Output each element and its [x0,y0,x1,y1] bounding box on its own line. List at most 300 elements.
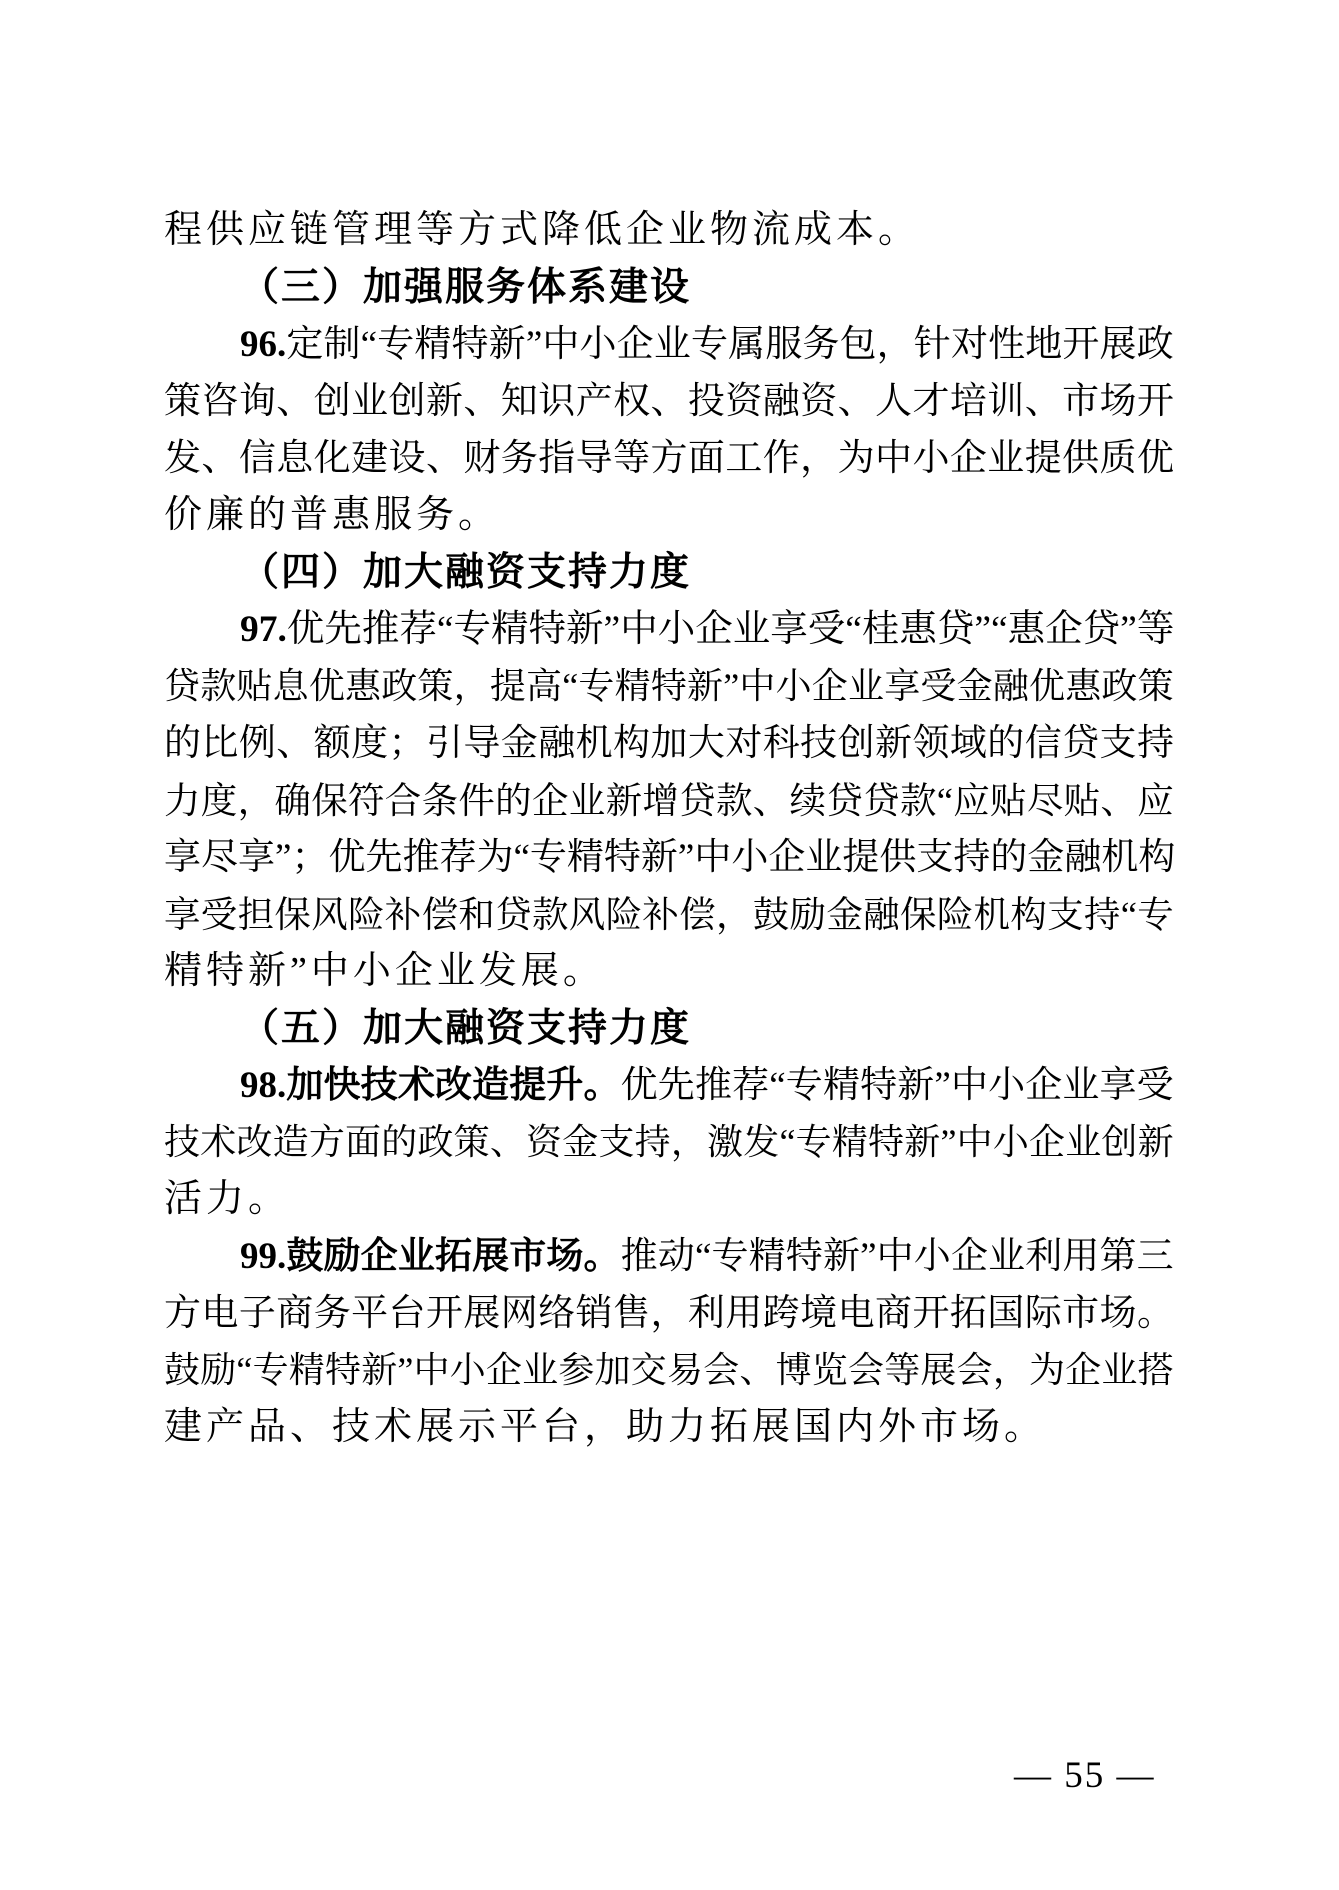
char: 精 [414,324,452,365]
char: 。 [1136,1293,1174,1334]
char: 、 [276,381,314,422]
char: 偿 [679,894,716,935]
char: 创 [837,723,875,764]
char: 贷 [1082,609,1121,650]
char: 企 [768,837,806,878]
char: “ [779,1122,796,1162]
char: 98. [240,1065,287,1106]
char: 担 [237,894,275,935]
char: 险 [605,894,643,935]
char: 中 [542,324,580,365]
char: 利 [1025,1236,1063,1277]
char: 保 [274,894,311,935]
char: 专 [795,1122,832,1162]
char: 识 [538,381,576,422]
char: 业 [351,381,389,422]
char: 持 [1083,894,1121,935]
char: 、 [752,780,790,821]
char: 、 [739,1350,776,1390]
char: 造 [472,1065,510,1106]
char: 企 [695,609,733,650]
char: “ [694,1236,712,1277]
char: 术 [397,1065,435,1106]
char: ， [650,1293,688,1334]
char: ， [237,780,275,821]
char: 支 [1099,723,1137,764]
text-segment: （三）加强服务体系建设 [240,266,692,309]
char: 受 [920,666,957,706]
char: 贷 [495,894,532,935]
heading-section-4 [164,544,1174,601]
char: 企 [1029,1122,1066,1162]
char: 加 [594,1350,631,1390]
char: 提 [489,666,526,706]
char: 业 [805,837,843,878]
char: 补 [642,894,679,935]
char: 续 [789,780,827,821]
char: 惠 [1007,609,1046,650]
char: 务 [802,324,840,365]
char: 政 [1101,666,1138,706]
char: 性 [988,324,1026,365]
char: 享 [164,837,201,878]
char: 导 [575,438,613,479]
char: 专 [377,324,415,365]
char: 产 [575,381,613,422]
item-96-line-4 [164,487,1174,544]
char: 专 [1137,894,1174,935]
char: 展 [463,1293,501,1334]
char: 方 [308,1122,345,1162]
char: 鼓 [752,894,790,935]
char: 业 [653,324,691,365]
item-97-line-1 [164,601,1174,658]
char: “ [1120,894,1137,935]
item-99-line-3 [164,1342,1174,1399]
char: 新 [425,381,463,422]
char: 等 [1136,609,1175,650]
char: 精 [831,1122,868,1162]
document-body [164,202,1174,1456]
char: 新 [897,1065,935,1106]
char: 化 [313,438,351,479]
char: 资 [725,381,763,422]
char: ， [992,1350,1029,1390]
char: 权 [613,381,651,422]
char: 企 [811,666,848,706]
char: 专 [578,666,615,706]
char: 企 [485,1350,522,1390]
item-99-line-4 [164,1399,1174,1456]
char: 专 [252,1350,289,1390]
char: “ [236,1350,253,1390]
char: 贴 [236,666,273,706]
char: 用 [725,1293,763,1334]
char: 件 [458,780,495,821]
char: 推 [361,609,400,650]
char: “ [562,666,579,706]
char: 场 [1099,1293,1137,1334]
heading-section-5 [164,1000,1174,1057]
char: 领 [912,723,950,764]
char: 励 [789,894,827,935]
char: 改 [236,1122,273,1162]
char: 新 [640,837,678,878]
char: 针 [913,324,951,365]
char: 技 [800,723,838,764]
char: 推 [620,1236,658,1277]
char: 技 [164,1122,201,1162]
char: 企 [360,1236,398,1277]
item-99-line-1 [164,1228,1174,1285]
char: 专 [785,1065,823,1106]
char: 定 [286,324,324,365]
char: 精 [822,1065,860,1106]
char: 额 [313,723,351,764]
char: 搭 [1137,1350,1174,1390]
char: 励 [200,1350,237,1390]
char: 作 [762,438,800,479]
item-97-line-5 [164,829,1174,886]
char: 提 [1024,438,1062,479]
char: 市 [509,1236,547,1277]
char: 训 [987,381,1025,422]
char: 提 [509,1065,547,1106]
char: 优 [328,837,366,878]
char: 先 [365,837,403,878]
char: “ [845,609,862,650]
char: 等 [613,438,651,479]
char: 特 [451,324,489,365]
char: 策 [417,666,454,706]
char: 质 [1099,438,1137,479]
char: 策 [164,381,201,422]
char: 小 [731,837,769,878]
char: 险 [936,894,974,935]
char: 子 [238,1293,276,1334]
char: 地 [1025,324,1063,365]
char: 精 [288,1350,325,1390]
char: 例 [238,723,276,764]
char: 构 [1138,837,1176,878]
char: 场 [546,1236,584,1277]
char: 小 [992,1122,1029,1162]
char: 人 [875,381,913,422]
char: 优 [1029,666,1066,706]
char: 中 [739,666,776,706]
char: 方 [164,1293,201,1334]
char: 工 [725,438,763,479]
char: ” [940,1122,957,1162]
char: 持 [1136,723,1174,764]
char: 风 [311,894,348,935]
char: 供 [1062,438,1100,479]
char: 享 [770,609,808,650]
char: 专 [711,1236,749,1277]
char: 新 [488,324,526,365]
char: 信 [1024,723,1062,764]
char: 对 [950,324,988,365]
char: ， [670,1122,707,1162]
char: 大 [687,723,725,764]
char: 支 [916,837,954,878]
char: 、 [650,381,688,422]
char: 惠 [899,609,937,650]
char: 。 [583,1065,621,1106]
char: 财 [463,438,501,479]
item-97-line-2 [164,658,1174,715]
char: 中 [950,1065,988,1106]
char: 金 [500,723,538,764]
char: 先 [657,1065,695,1106]
char: 享 [164,894,201,935]
char: 险 [347,894,385,935]
char: 新 [361,1350,398,1390]
char: 开 [1062,324,1100,365]
char: 政 [417,1122,454,1162]
char: 造 [272,1122,309,1162]
char: 融 [1064,837,1102,878]
char: 贷 [826,780,863,821]
char: 惠 [1065,666,1102,706]
char: 度 [200,780,238,821]
char: 商 [875,1293,913,1334]
char: 、 [837,381,875,422]
char: 确 [274,780,311,821]
char: 保 [899,894,937,935]
char: 支 [598,1122,635,1162]
char: ； [388,723,426,764]
item-97-line-6 [164,886,1174,943]
char: 面 [345,1122,382,1162]
char: 小 [579,324,617,365]
char: 跨 [762,1293,800,1334]
char: 会 [848,1350,885,1390]
char: 持 [634,1122,671,1162]
item-98-line-2 [164,1114,1174,1171]
text-segment: 程供应链管理等方式降低企业物流成本。 [164,209,921,251]
char: 贷 [1062,723,1100,764]
char: 政 [1136,324,1174,365]
char: 策 [1137,666,1174,706]
char: 机 [1101,837,1139,878]
char: ； [291,837,329,878]
char: 际 [1024,1293,1062,1334]
char: 的 [381,1122,418,1162]
char: 小 [657,609,696,650]
char: ” [1120,609,1137,650]
char: “ [991,609,1008,650]
char: 贷 [679,780,716,821]
char: 业 [397,1236,435,1277]
char: 中 [876,1236,914,1277]
char: 对 [725,723,763,764]
char: 平 [351,1293,389,1334]
char: 特 [860,1065,898,1106]
char: 易 [666,1350,703,1390]
char: 会 [956,1350,993,1390]
char: 新 [687,666,724,706]
char: 展 [920,1350,957,1390]
char: ， [453,666,490,706]
item-97-line-7 [164,943,1174,1000]
char: 桂 [861,609,900,650]
char: 比 [201,723,239,764]
item-96-line-3 [164,430,1174,487]
char: 款 [715,780,753,821]
char: 业 [732,609,771,650]
char: 发 [743,1122,780,1162]
char: 精 [491,609,529,650]
char: 持 [953,837,991,878]
char: 条 [421,780,459,821]
char: 励 [323,1236,361,1277]
char: 99. [240,1236,287,1277]
char: 款 [200,666,237,706]
char: 方 [650,438,688,479]
text-segment: 建产品、技术展示平台，助力拓展国内外市场。 [164,1406,1047,1448]
char: 企 [950,1236,988,1277]
char: 应 [1137,780,1174,821]
char: 息 [272,666,309,706]
char: 术 [200,1122,237,1162]
char: 的 [164,723,201,764]
char: 提 [842,837,880,878]
char: 中 [956,1122,993,1162]
char: 培 [949,381,987,422]
char: 导 [463,723,501,764]
char: 业 [522,1350,559,1390]
char: 推 [402,837,440,878]
char: 利 [687,1293,725,1334]
char: 设 [388,438,426,479]
char: 优 [1136,438,1174,479]
char: “ [936,780,953,821]
char: 的 [987,723,1025,764]
char: 享 [238,837,275,878]
char: 创 [313,381,351,422]
char: 知 [500,381,538,422]
char: 为 [837,438,875,479]
char: 、 [201,438,239,479]
char: 创 [1101,1122,1138,1162]
char: 贷 [164,666,201,706]
char: 博 [775,1350,812,1390]
char: 发 [164,438,201,479]
char: 享 [884,666,921,706]
char: ” [525,324,543,365]
char: 技 [360,1065,398,1106]
char: 业 [1062,1065,1100,1106]
char: 电 [837,1293,875,1334]
item-97-line-3 [164,715,1174,772]
char: 开 [1136,381,1174,422]
char: 应 [953,780,990,821]
char: 先 [324,609,362,650]
char: 为 [476,837,514,878]
char: 小 [912,438,950,479]
char: 新 [875,723,913,764]
char: 构 [1010,894,1047,935]
char: 机 [575,723,613,764]
char: 企 [949,438,987,479]
char: 快 [323,1065,361,1106]
char: 尽 [201,837,238,878]
char: 信 [238,438,276,479]
char: 等 [884,1350,921,1390]
char: 优 [308,666,345,706]
char: 款 [899,780,937,821]
char: 小 [449,1350,486,1390]
char: 款 [531,894,569,935]
char: 科 [762,723,800,764]
char: 才 [912,381,950,422]
char: 小 [913,1236,951,1277]
char: ” [974,609,991,650]
item-97-line-4 [164,772,1174,829]
char: 融 [992,666,1029,706]
char: 包 [839,324,877,365]
char: 业 [1101,1350,1138,1390]
char: 引 [425,723,463,764]
char: 企 [1045,609,1083,650]
char: “ [769,1065,786,1106]
char: 企 [616,324,654,365]
text-segment: 精特新”中小企业发展。 [164,950,605,992]
char: 、 [1100,780,1137,821]
char: 拓 [949,1293,987,1334]
char: 中 [413,1350,450,1390]
char: 业 [568,780,606,821]
char: 。 [583,1236,621,1277]
page-number: — 55 — [1014,1755,1156,1796]
char: 荐 [439,837,477,878]
item-98-line-3 [164,1171,1174,1228]
char: 融 [762,381,800,422]
char: 特 [650,666,687,706]
char: 受 [807,609,846,650]
char: 贴 [990,780,1027,821]
char: 金 [1027,837,1065,878]
char: 特 [868,1122,905,1162]
char: 金 [956,666,993,706]
item-96-line-1 [164,316,1174,373]
char: 策 [453,1122,490,1162]
char: 力 [164,780,201,821]
char: 专 [453,609,492,650]
char: 中 [694,837,732,878]
char: 展 [1099,324,1137,365]
char: 企 [531,780,569,821]
char: 96. [240,324,287,365]
char: 特 [603,837,641,878]
char: 商 [276,1293,314,1334]
char: 供 [879,837,917,878]
char: 专 [529,837,567,878]
char: “ [360,324,378,365]
char: 精 [614,666,651,706]
char: 改 [434,1065,472,1106]
char: 新 [1137,1122,1174,1162]
char: 优 [286,609,325,650]
char: 融 [863,894,900,935]
char: 场 [1099,381,1137,422]
char: ” [603,609,621,650]
char: 服 [765,324,803,365]
char: 小 [988,1065,1026,1106]
char: 优 [620,1065,658,1106]
item-98-line-1 [164,1057,1174,1114]
